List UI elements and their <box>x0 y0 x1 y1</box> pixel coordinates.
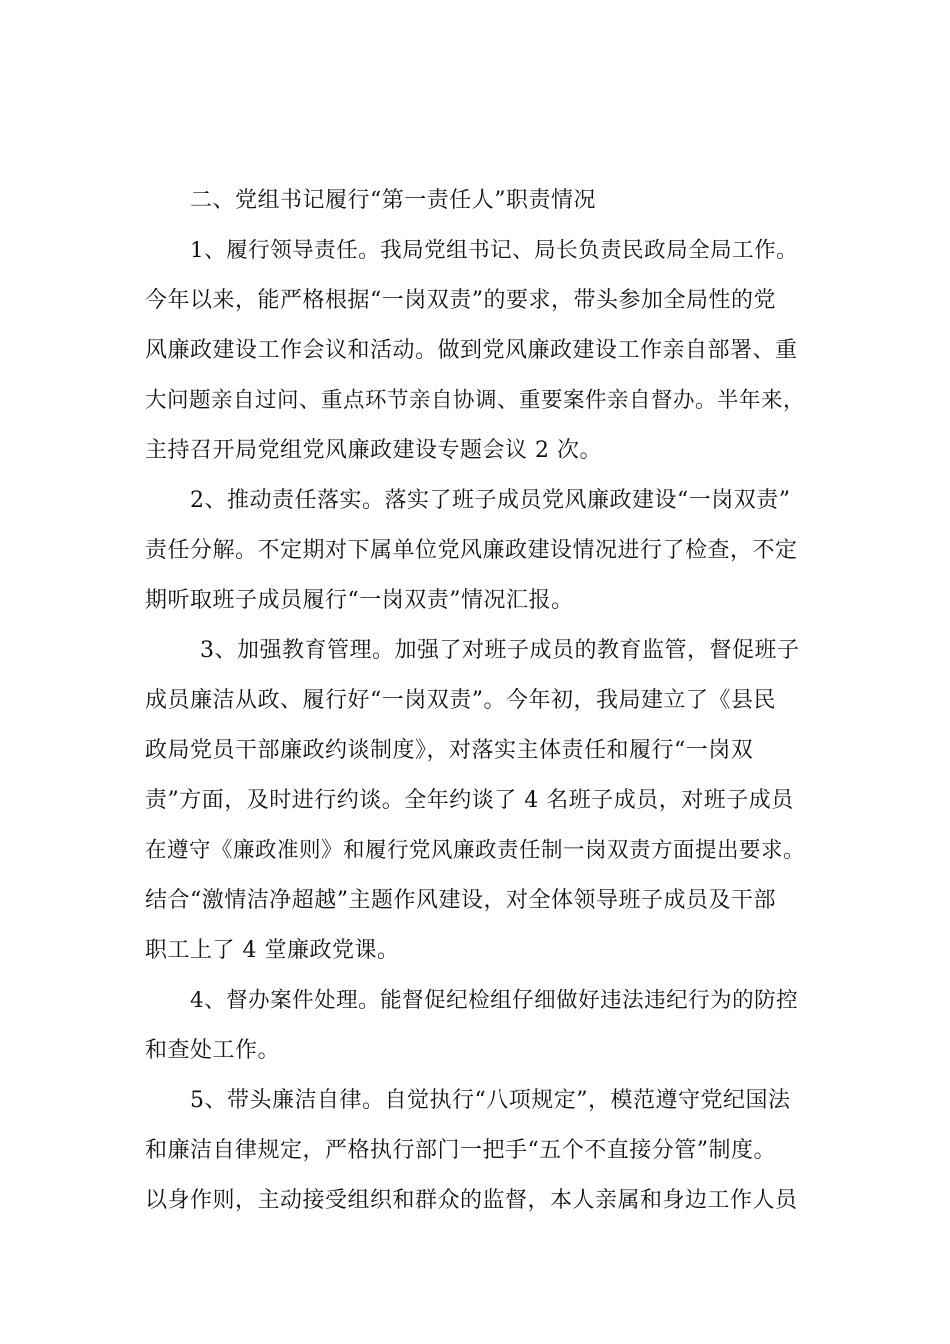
paragraph-1-line-1: 1、履行领导责任。我局党组书记、局长负责民政局全局工作。 <box>190 238 799 263</box>
paragraph-3-line-6: 结合“激情洁净超越”主题作风建设，对全体领导班子成员及干部 <box>145 888 776 913</box>
paragraph-1-line-5: 主持召开局党组党风廉政建设专题会议 2 次。 <box>145 438 602 463</box>
paragraph-2-line-3: 期听取班子成员履行“一岗双责”情况汇报。 <box>145 588 574 613</box>
paragraph-5-line-3: 以身作则，主动接受组织和群众的监督，本人亲属和身边工作人员 <box>145 1188 798 1213</box>
paragraph-3-line-3: 政局党员干部廉政约谈制度》，对落实主体责任和履行“一岗双 <box>145 738 754 763</box>
paragraph-1-line-2: 今年以来，能严格根据“一岗双责”的要求，带头参加全局性的党 <box>145 288 776 313</box>
paragraph-3-line-4: 责”方面，及时进行约谈。全年约谈了 4 名班子成员，对班子成员 <box>145 788 794 813</box>
paragraph-1-line-3: 风廉政建设工作会议和活动。做到党风廉政建设工作亲自部署、重 <box>145 338 798 363</box>
paragraph-2-line-2: 责任分解。不定期对下属单位党风廉政建设情况进行了检查，不定 <box>145 538 798 563</box>
paragraph-4-line-2: 和查处工作。 <box>145 1038 281 1063</box>
paragraph-3-line-7: 职工上了 4 堂廉政党课。 <box>145 938 400 963</box>
paragraph-3-line-2: 成员廉洁从政、履行好“一岗双责”。今年初，我局建立了《县民 <box>145 688 776 713</box>
paragraph-2-line-1: 2、推动责任落实。落实了班子成员党风廉政建设“一岗双责” <box>190 488 791 513</box>
paragraph-1-line-4: 大问题亲自过问、重点环节亲自协调、重要案件亲自督办。半年来， <box>145 388 806 413</box>
paragraph-5-line-1: 5、带头廉洁自律。自觉执行“八项规定”，模范遵守党纪国法 <box>190 1088 791 1113</box>
paragraph-3-line-5: 在遵守《廉政准则》和履行党风廉政责任制一岗双责方面提出要求。 <box>145 838 806 863</box>
paragraph-4-line-1: 4、督办案件处理。能督促纪检组仔细做好违法违纪行为的防控 <box>190 988 799 1013</box>
paragraph-5-line-2: 和廉洁自律规定，严格执行部门一把手“五个不直接分管”制度。 <box>145 1138 776 1163</box>
paragraph-3-line-1: 3、加强教育管理。加强了对班子成员的教育监管，督促班子 <box>200 638 800 663</box>
section-heading: 二、党组书记履行“第一责任人”职责情况 <box>190 188 596 213</box>
